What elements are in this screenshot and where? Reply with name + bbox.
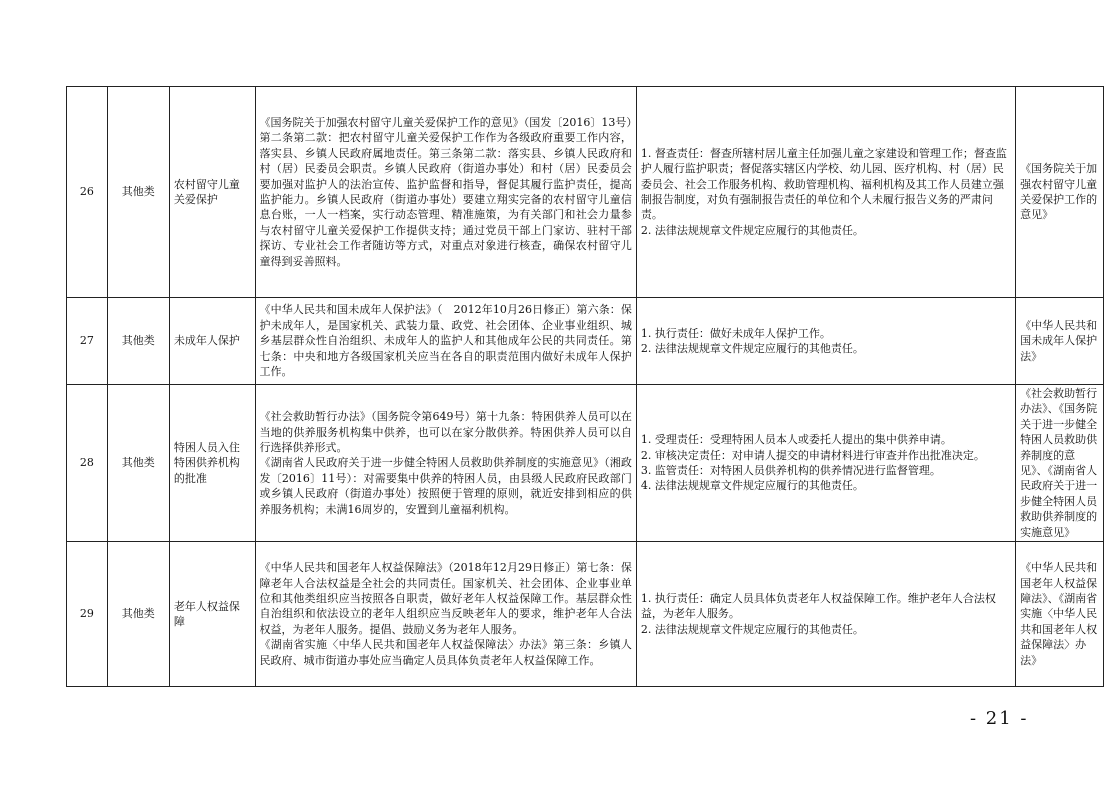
row-legal-basis	[255, 542, 636, 687]
responsibility-item: 1. 执行责任：确定人员具体负责老年人权益保障工作。维护老年人合法权益，为老年人服务。	[640, 591, 996, 621]
row-legal-basis	[255, 298, 636, 385]
responsibility-item: 2. 法律法规规章文件规定应履行的其他责任。	[640, 223, 864, 237]
row-responsibilities	[636, 542, 1015, 687]
row-item-name: 特困人员入住特困供养机构的批准	[169, 385, 255, 542]
row-reference	[1016, 542, 1104, 687]
row-reference	[1016, 87, 1104, 298]
basis-paragraph: 《中华人民共和国老年人权益保障法》（2018年12月29日修正）第七条：保障老年人合法权益是全社会的共同责任。国家机关、社会团体、企业事业单位和其他类组织应当按照各自职责，做好老年人权益保障工作。基层群众性自治组织和依法设立的老年人组织应当反映老年人的要求，维护老年人合法权益，为老年人服务。提倡、鼓励义务为老年人服务。	[259, 561, 632, 636]
row-item-name: 农村留守儿童关爱保护	[169, 87, 255, 298]
row-number: 27	[67, 298, 108, 385]
table-row	[67, 385, 1104, 542]
basis-paragraph: 《湖南省人民政府关于进一步健全特困人员救助供养制度的实施意见》（湘政发〔2016〕11号）：对需要集中供养的特困人员，由县级人民政府民政部门或乡镇人民政府（街道办事处）按照便于管理的原则，就近安排到相应的供养服务机构；未满16周岁的，安置到儿童福利机构。	[259, 456, 632, 516]
row-responsibilities	[636, 87, 1015, 298]
basis-paragraph: 《国务院关于加强农村留守儿童关爱保护工作的意见》（国发〔2016〕13号）第二条第二款：把农村留守儿童关爱保护工作作为各级政府重要工作内容，落实县、乡镇人民政府属地责任。第三条第二款：落实县、乡镇人民政府和村（居）民委员会职责。乡镇人民政府（街道办事处）和村（居）民委员会要加强对监护人的法治宣传、监护监督和指导，督促其履行监护责任，提高监护能力。乡镇人民政府（街道办事处）要建立翔实完备的农村留守儿童信息台账，一人一档案，实行动态管理、精准施策，为有关部门和社会力量参与农村留守儿童关爱保护工作提供支持；通过党员干部上门家访、驻村干部探访、专业社会工作者随访等方式，对重点对象进行核查，确保农村留守儿童得到妥善照料。	[259, 115, 632, 268]
basis-paragraph: 《社会救助暂行办法》（国务院令第649号）第十九条：特困供养人员可以在当地的供养服务机构集中供养，也可以在家分散供养。特困供养人员可以自行选择供养形式。	[259, 410, 632, 454]
row-item-name: 未成年人保护	[169, 298, 255, 385]
reference-text: 《社会救助暂行办法》、《国务院关于进一步健全特困人员救助供养制度的意见》、《湖南省人民政府关于进一步健全特困人员救助供养制度的实施意见》	[1020, 387, 1098, 539]
page-number: - 21 -	[970, 708, 1029, 729]
basis-paragraph: 《湖南省实施〈中华人民共和国老年人权益保障法〉办法》第三条：乡镇人民政府、城市街道办事处应当确定人员具体负责老年人权益保障工作。	[259, 638, 632, 667]
responsibility-item: 1. 执行责任：做好未成年人保护工作。	[640, 326, 831, 340]
row-reference	[1016, 385, 1104, 542]
row-category: 其他类	[107, 385, 169, 542]
responsibility-item: 2. 审核决定责任：对申请人提交的申请材料进行审查并作出批准决定。	[640, 448, 985, 462]
reference-text: 《中华人民共和国未成年人保护法》	[1020, 318, 1098, 363]
table-row	[67, 298, 1104, 385]
responsibility-item: 3. 监管责任：对特困人员供养机构的供养情况进行监督管理。	[640, 464, 941, 478]
basis-paragraph: 《中华人民共和国未成年人保护法》（ 2012年10月26日修正）第六条：保护未成年人，是国家机关、武装力量、政党、社会团体、企业事业组织、城乡基层群众性自治组织、未成年人的监护人和其他成年公民的共同责任。第七条：中央和地方各级国家机关应当在各自的职责范围内做好未成年人保护工作。	[259, 303, 632, 379]
responsibility-item: 2. 法律法规规章文件规定应履行的其他责任。	[640, 342, 864, 355]
row-legal-basis	[255, 385, 636, 542]
table-row	[67, 542, 1104, 687]
row-legal-basis	[255, 87, 636, 298]
row-responsibilities	[636, 385, 1015, 542]
row-number: 26	[67, 87, 108, 298]
duty-table	[66, 86, 1104, 687]
row-item-name: 老年人权益保障	[169, 542, 255, 687]
responsibility-item: 1. 受理责任：受理特困人员本人或委托人提出的集中供养申请。	[640, 433, 952, 447]
table-row	[67, 87, 1104, 298]
reference-text: 《中华人民共和国老年人权益保障法》、《湖南省实施〈中华人民共和国老年人权益保障法〉办法》	[1020, 561, 1098, 667]
row-category: 其他类	[107, 87, 169, 298]
responsibility-item: 2. 法律法规规章文件规定应履行的其他责任。	[640, 622, 864, 636]
row-number: 28	[67, 385, 108, 542]
row-number: 29	[67, 542, 108, 687]
row-reference	[1016, 298, 1104, 385]
row-responsibilities	[636, 298, 1015, 385]
responsibility-item: 1. 督查责任：督查所辖村居儿童主任加强儿童之家建设和管理工作；督查监护人履行监护职责；督促落实辖区内学校、幼儿园、医疗机构、村（居）民委员会、社会工作服务机构、救助管理机构、福利机构及其工作人员建立强制报告制度，对负有强制报告责任的单位和个人未履行报告义务的严肃问责。	[640, 146, 1007, 222]
responsibility-item: 4. 法律法规规章文件规定应履行的其他责任。	[640, 479, 864, 493]
row-category: 其他类	[107, 298, 169, 385]
row-category: 其他类	[107, 542, 169, 687]
reference-text: 《国务院关于加强农村留守儿童关爱保护工作的意见》	[1020, 162, 1098, 222]
